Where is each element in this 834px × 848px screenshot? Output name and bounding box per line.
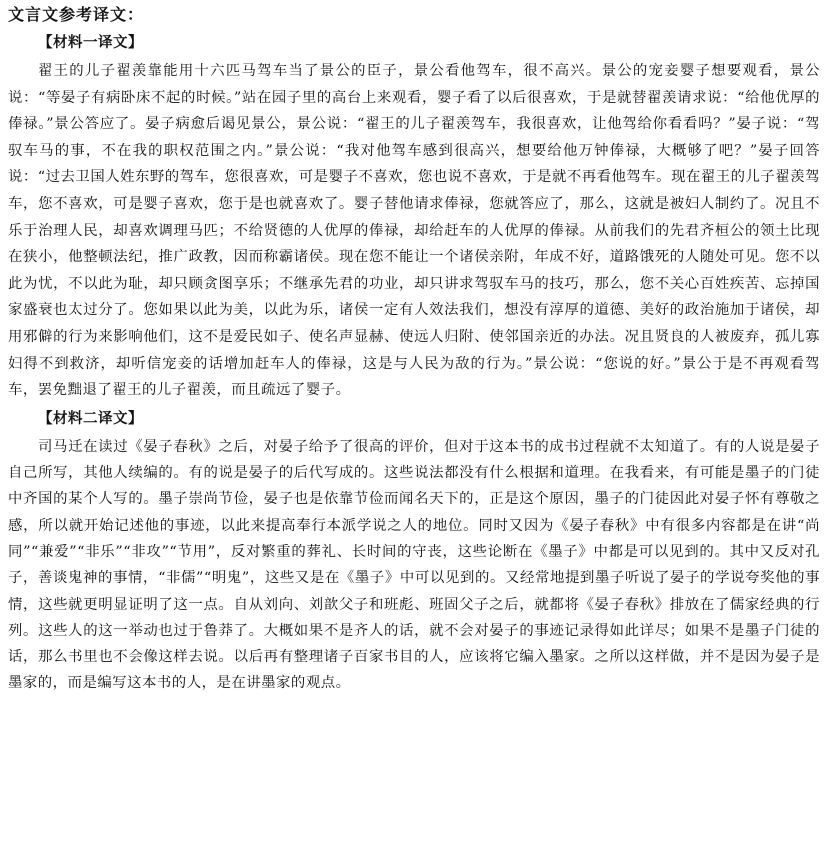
- document-title: 文言文参考译文：: [8, 5, 145, 24]
- paragraph-material-two-translation: 司马迁在读过《晏子春秋》之后，对晏子给予了很高的评价，但对于这本书的成书过程就不太知道了。有的人说是晏子自己所写，其他人续编的。有的说是晏子的后代写成的。这些说法都没有什么根据和道理。在我看来，有可能是墨子的门徒中齐国的某个人写的。墨子崇尚节俭，晏子也是依靠节俭而闻名天下的，正是这个原因，墨子的门徒因此对晏子怀有尊敬之感，所以就开始记述他的事迹，以此来提高奉行本派学说之人的地位。同时又因为《晏子春秋》中有很多内容都是在讲“尚同”“兼爱”“非乐”“非攻”“节用”，反对繁重的葬礼、长时间的守丧，这些论断在《墨子》中都是可以见到的。其中又反对孔子，善谈鬼神的事情，“非儒”“明鬼”，这些又是在《墨子》中可以见到的。又经常地提到墨子听说了晏子的学说夸奖他的事情，这些就更明显证明了这一点。自从刘向、刘歆父子和班彪、班固父子之后，就都将《晏子春秋》排放在了儒家经典的行列。这些人的这一举动也过于鲁莽了。大概如果不是齐人的话，就不会对晏子的事迹记录得如此详尽；如果不是墨子门徒的话，那么书里也不会像这样去说。以后再有整理诸子百家书目的人，应该将它编入墨家。之所以这样做，并不是因为晏子是墨家的，而是编写这本书的人，是在讲墨家的观点。: [8, 438, 820, 692]
- section-heading-material-one: 【材料一译文】: [38, 35, 143, 51]
- section-heading-material-two: 【材料二译文】: [38, 410, 143, 427]
- paragraph-material-one-translation: 翟王的儿子翟羡靠能用十六匹马驾车当了景公的臣子，景公看他驾车，很不高兴。景公的宠妾婴子想要观看，景公说：“等晏子有病卧床不起的时候。”站在园子里的高台上来观看，婴子看了以后很喜欢，于是就替翟羡请求说：“给他优厚的俸禄。”景公答应了。晏子病愈后谒见景公，景公说：“翟王的儿子翟羡驾车，我很喜欢，让他驾给你看看吗？”晏子说：“驾驭车马的事，不在我的职权范围之内。”景公说：“我对他驾车感到很高兴，想要给他万钟俸禄，大概够了吧？”晏子回答说：“过去卫国人姓东野的驾车，您很喜欢，可是婴子不喜欢，您也说不喜欢，于是就不再看他驾车。现在翟王的儿子翟羡驾车，您不喜欢，可是婴子喜欢，您于是也就喜欢了。婴子替他请求俸禄，您就答应了，那么，这就是被妇人制约了。况且不乐于治理人民，却喜欢调理马匹；不给贤德的人优厚的俸禄，却给赶车的人优厚的俸禄。从前我们的先君齐桓公的领土比现在狭小，他整顿法纪，推广政教，因而称霸诸侯。现在您不能让一个诸侯亲附，年成不好，道路饿死的人随处可见。您不以此为忧，不以此为耻，却只顾贪图享乐；不继承先君的功业，却只讲求驾驭车马的技巧，那么，您不关心百姓疾苦、忘掉国家盛衰也太过分了。您如果以此为美，以此为乐，诸侯一定有人效法我们，想没有淳厚的道德、美好的政治施加于诸侯，却用邪僻的行为来影响他们，这不是爱民如子、使名声显赫、使远人归附、使邻国亲近的办法。况且贤良的人被废弃，孤儿寡妇得不到救济，却听信宠妾的话增加赶车人的俸禄，这是与人民为敌的行为。”景公说：“您说的好。”景公于是不再观看驾车，罢免黜退了翟王的儿子翟羡，而且疏远了婴子。: [8, 63, 820, 399]
